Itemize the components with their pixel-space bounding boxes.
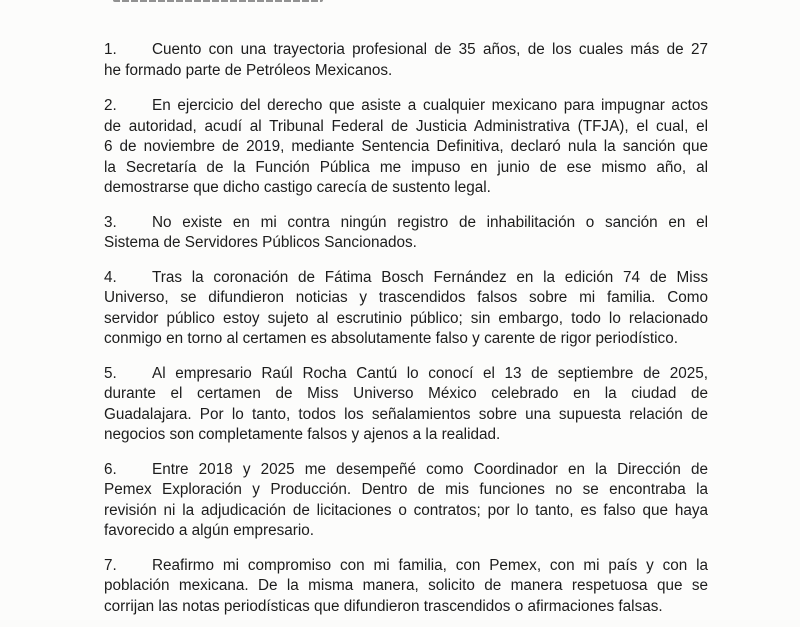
item-text: población mexicana. De la misma manera, solicito de manera respetuosa que se	[104, 577, 708, 594]
item-text: la Secretaría de la Función Pública me impuso en junio de ese mismo año, al	[104, 158, 708, 176]
item-line	[104, 137, 708, 158]
item-line	[104, 329, 708, 350]
item-text: No existe en mi contra ningún registro de inhabilitación o sanción en el	[152, 213, 708, 231]
list-item	[104, 213, 708, 254]
item-line	[104, 117, 708, 138]
list-item	[104, 556, 708, 618]
list-item	[104, 460, 708, 542]
item-line	[104, 425, 708, 446]
item-number: 1.	[104, 41, 117, 58]
cropped-heading-fragment	[113, 0, 343, 6]
item-text: de autoridad, acudí al Tribunal Federal de Justicia Administrativa (TFJA), el cual, el	[104, 117, 708, 135]
item-text: negocios son completamente falsos y ajenos a la realidad.	[104, 426, 501, 443]
item-line	[104, 501, 708, 522]
item-text: Entre 2018 y 2025 me desempeñé como Coordinador en la Dirección de	[152, 460, 708, 478]
item-first-line	[104, 364, 708, 385]
item-line	[104, 233, 708, 254]
item-line	[104, 178, 708, 199]
item-line	[104, 521, 708, 542]
item-line	[104, 597, 708, 618]
item-text: 6 de noviembre de 2019, mediante Sentencia Definitiva, declaró nula la sanción que	[104, 138, 708, 155]
item-line	[104, 61, 708, 82]
list-item	[104, 40, 708, 81]
item-text: Sistema de Servidores Públicos Sancionados.	[104, 234, 417, 251]
item-text: he formado parte de Petróleos Mexicanos.	[104, 61, 393, 79]
item-number: 2.	[104, 97, 117, 114]
item-line	[104, 288, 708, 309]
item-line	[104, 405, 708, 426]
item-line	[104, 576, 708, 597]
item-text: servidor público estoy sujeto al escrutinio público; sin embargo, todo lo relacionado	[104, 309, 708, 327]
item-number: 3.	[104, 213, 117, 231]
item-text: demostrarse que dicho castigo carecía de sustento legal.	[104, 179, 491, 196]
item-number: 6.	[104, 460, 117, 478]
item-first-line	[104, 460, 708, 481]
item-text: En ejercicio del derecho que asiste a cualquier mexicano para impugnar actos	[152, 97, 708, 114]
item-text: conmigo en torno al certamen es absolutamente falso y carente de rigor periodístico.	[104, 330, 678, 347]
item-first-line	[104, 40, 708, 61]
list-item	[104, 364, 708, 446]
item-number: 5.	[104, 364, 117, 382]
item-first-line	[104, 213, 708, 234]
numbered-statement-list	[104, 40, 708, 627]
item-text: Universo, se difundieron noticias y trascendidos falsos sobre mi familia. Como	[104, 289, 708, 306]
item-text: durante el certamen de Miss Universo México celebrado en la ciudad de	[104, 385, 708, 402]
item-number: 7.	[104, 556, 117, 574]
item-first-line	[104, 556, 708, 577]
item-line	[104, 384, 708, 405]
list-item	[104, 268, 708, 350]
item-text: Pemex Exploración y Producción. Dentro de mis funciones no se encontraba la	[104, 481, 708, 498]
item-text: corrijan las notas periodísticas que difundieron trascendidos o afirmaciones falsas.	[104, 597, 663, 615]
item-number: 4.	[104, 268, 117, 286]
item-first-line	[104, 96, 708, 117]
item-text: favorecido a algún empresario.	[104, 522, 315, 539]
item-line	[104, 480, 708, 501]
item-text: Reafirmo mi compromiso con mi familia, con Pemex, con mi país y con la	[152, 556, 708, 574]
list-item	[104, 96, 708, 199]
item-line	[104, 158, 708, 179]
item-line	[104, 309, 708, 330]
item-text: Cuento con una trayectoria profesional de 35 años, de los cuales más de 27	[152, 41, 708, 58]
item-text: revisión ni la adjudicación de licitaciones o contratos; por lo tanto, es falso que haya	[104, 501, 708, 519]
item-text: Tras la coronación de Fátima Bosch Fernández en la edición 74 de Miss	[152, 268, 708, 286]
item-first-line	[104, 268, 708, 289]
item-text: Al empresario Raúl Rocha Cantú lo conocí el 13 de septiembre de 2025,	[152, 364, 708, 382]
item-text: Guadalajara. Por lo tanto, todos los señalamientos sobre una supuesta relación de	[104, 405, 708, 423]
